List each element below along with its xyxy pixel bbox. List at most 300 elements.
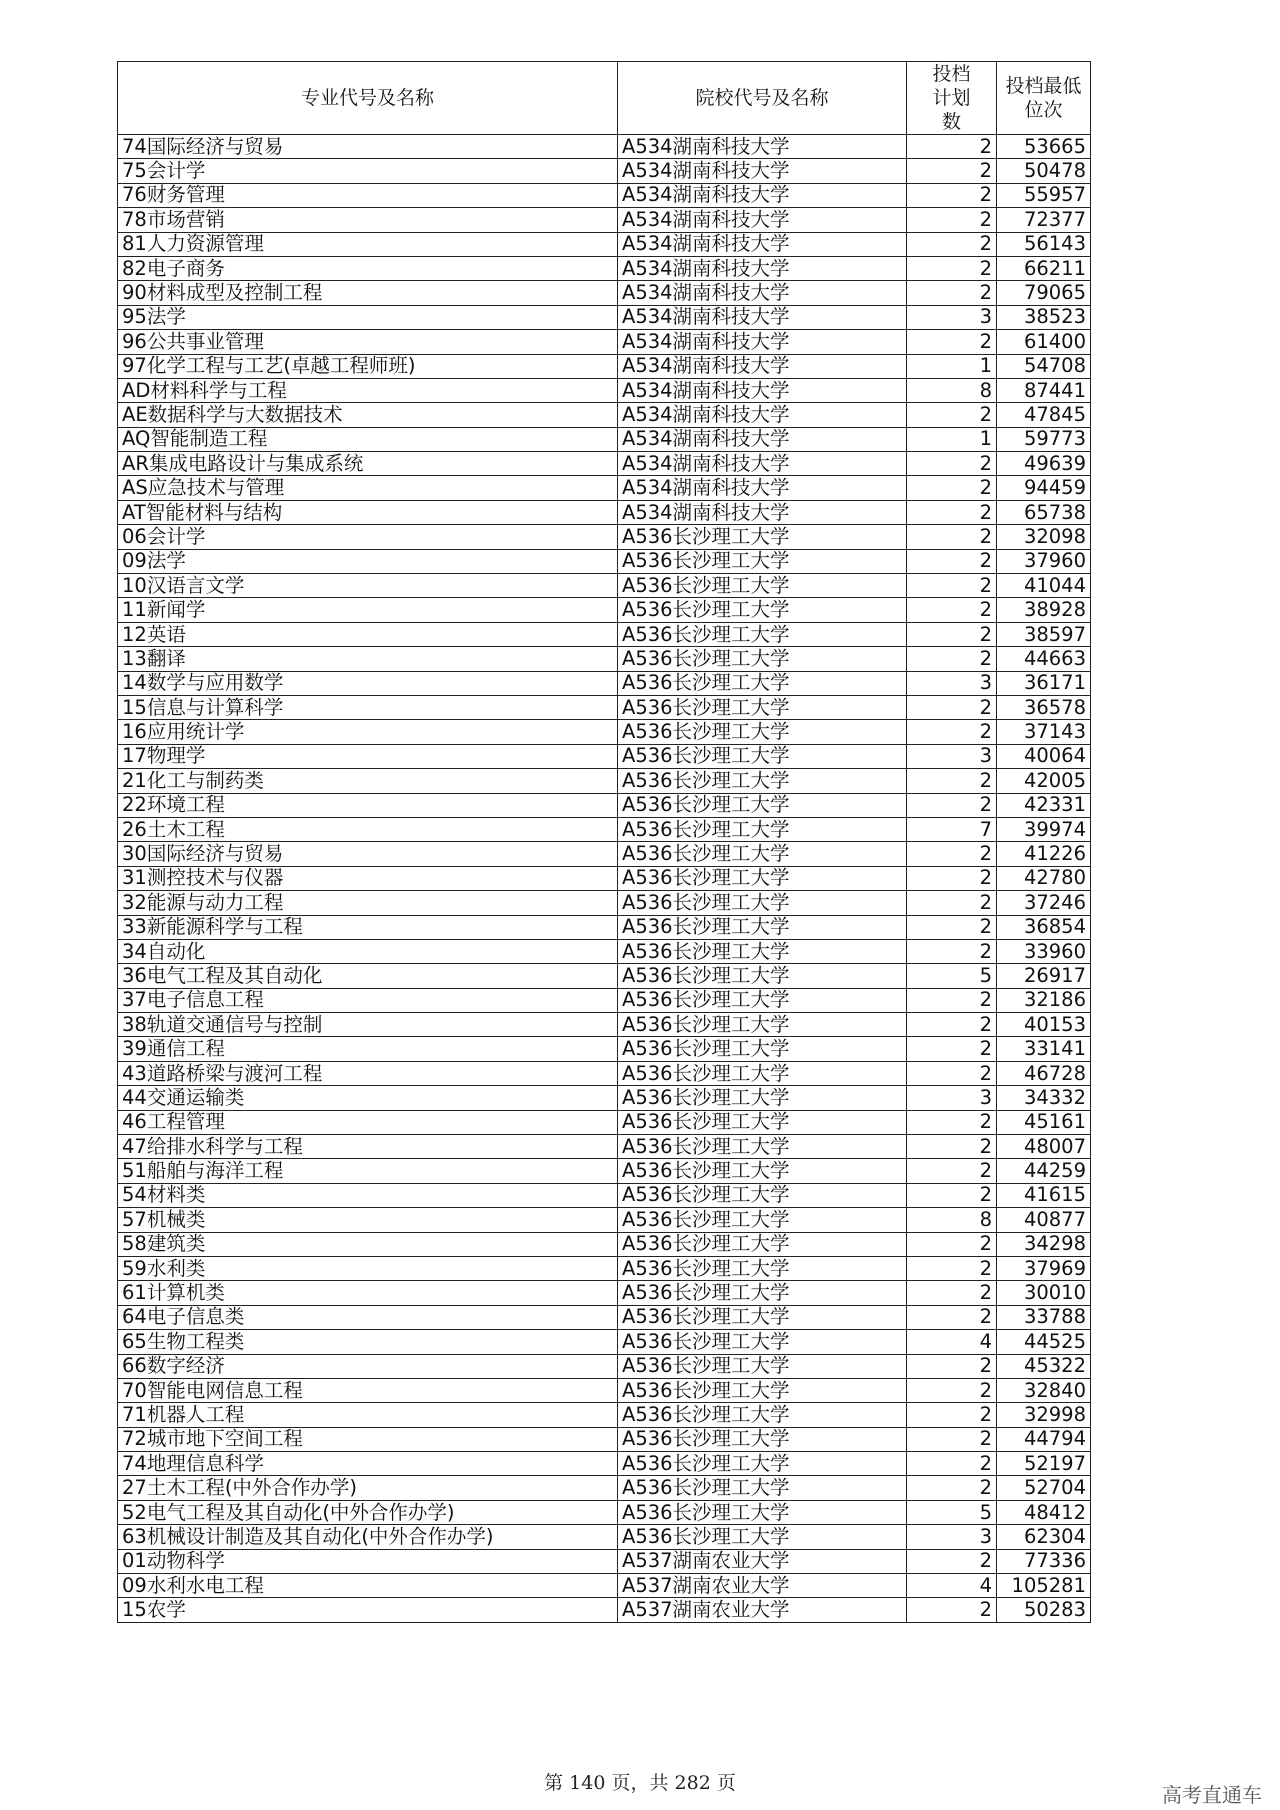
plan-count-cell: 2: [907, 891, 997, 915]
major-cell: 46工程管理: [118, 1110, 618, 1134]
min-rank-cell: 42005: [997, 769, 1091, 793]
school-cell: A536长沙理工大学: [618, 1061, 907, 1085]
school-cell: A536长沙理工大学: [618, 1256, 907, 1280]
school-cell: A536长沙理工大学: [618, 598, 907, 622]
min-rank-cell: 44259: [997, 1159, 1091, 1183]
plan-count-cell: 8: [907, 378, 997, 402]
major-cell: 52电气工程及其自动化(中外合作办学): [118, 1500, 618, 1524]
school-cell: A534湖南科技大学: [618, 256, 907, 280]
plan-count-cell: 2: [907, 1110, 997, 1134]
min-rank-cell: 38597: [997, 622, 1091, 646]
table-row: [118, 525, 1091, 549]
min-rank-cell: 44525: [997, 1330, 1091, 1354]
table-row: [118, 1403, 1091, 1427]
plan-count-cell: 2: [907, 915, 997, 939]
plan-count-cell: 2: [907, 1452, 997, 1476]
plan-count-cell: 2: [907, 500, 997, 524]
plan-count-cell: 3: [907, 671, 997, 695]
plan-count-cell: 2: [907, 232, 997, 256]
plan-count-cell: 2: [907, 525, 997, 549]
school-cell: A534湖南科技大学: [618, 476, 907, 500]
major-cell: 26土木工程: [118, 817, 618, 841]
school-cell: A536长沙理工大学: [618, 964, 907, 988]
table-row: [118, 1281, 1091, 1305]
table-row: [118, 549, 1091, 573]
plan-count-cell: 4: [907, 1330, 997, 1354]
min-rank-cell: 40877: [997, 1208, 1091, 1232]
plan-count-cell: 2: [907, 1159, 997, 1183]
plan-count-cell: 2: [907, 1427, 997, 1451]
min-rank-cell: 41615: [997, 1183, 1091, 1207]
plan-count-cell: 2: [907, 1183, 997, 1207]
major-cell: AR集成电路设计与集成系统: [118, 452, 618, 476]
min-rank-cell: 36578: [997, 695, 1091, 719]
plan-count-cell: 2: [907, 1549, 997, 1573]
school-cell: A534湖南科技大学: [618, 354, 907, 378]
plan-count-cell: 2: [907, 281, 997, 305]
table-row: [118, 1574, 1091, 1598]
plan-count-cell: 2: [907, 1232, 997, 1256]
table-row: [118, 1598, 1091, 1622]
major-cell: 17物理学: [118, 744, 618, 768]
plan-count-cell: 2: [907, 647, 997, 671]
major-cell: 33新能源科学与工程: [118, 915, 618, 939]
school-cell: A534湖南科技大学: [618, 452, 907, 476]
plan-count-cell: 2: [907, 1037, 997, 1061]
school-cell: A536长沙理工大学: [618, 817, 907, 841]
major-cell: 74国际经济与贸易: [118, 135, 618, 159]
school-cell: A536长沙理工大学: [618, 1281, 907, 1305]
plan-count-cell: 2: [907, 1281, 997, 1305]
school-cell: A536长沙理工大学: [618, 842, 907, 866]
plan-count-cell: 2: [907, 1013, 997, 1037]
table-row: [118, 403, 1091, 427]
school-cell: A534湖南科技大学: [618, 427, 907, 451]
table-row: [118, 720, 1091, 744]
plan-count-cell: 3: [907, 305, 997, 329]
table-row: [118, 427, 1091, 451]
plan-count-cell: 2: [907, 330, 997, 354]
table-row: [118, 1305, 1091, 1329]
plan-count-cell: 2: [907, 1135, 997, 1159]
school-cell: A536长沙理工大学: [618, 793, 907, 817]
major-cell: 09法学: [118, 549, 618, 573]
school-cell: A536长沙理工大学: [618, 1525, 907, 1549]
school-cell: A536长沙理工大学: [618, 525, 907, 549]
table-row: [118, 695, 1091, 719]
table-row: [118, 988, 1091, 1012]
table-row: [118, 891, 1091, 915]
min-rank-cell: 40064: [997, 744, 1091, 768]
school-cell: A536长沙理工大学: [618, 915, 907, 939]
table-row: [118, 500, 1091, 524]
header-min-rank: [997, 62, 1091, 135]
school-cell: A536长沙理工大学: [618, 671, 907, 695]
major-cell: 30国际经济与贸易: [118, 842, 618, 866]
min-rank-cell: 34298: [997, 1232, 1091, 1256]
table-row: [118, 354, 1091, 378]
min-rank-cell: 37246: [997, 891, 1091, 915]
min-rank-cell: 36171: [997, 671, 1091, 695]
plan-count-cell: 2: [907, 1354, 997, 1378]
table-row: [118, 232, 1091, 256]
school-cell: A536长沙理工大学: [618, 549, 907, 573]
school-cell: A536长沙理工大学: [618, 769, 907, 793]
table-row: [118, 256, 1091, 280]
table-row: [118, 1378, 1091, 1402]
min-rank-cell: 72377: [997, 208, 1091, 232]
plan-count-cell: 2: [907, 183, 997, 207]
major-cell: 97化学工程与工艺(卓越工程师班): [118, 354, 618, 378]
school-cell: A534湖南科技大学: [618, 159, 907, 183]
plan-count-cell: 2: [907, 452, 997, 476]
major-cell: 63机械设计制造及其自动化(中外合作办学): [118, 1525, 618, 1549]
min-rank-cell: 46728: [997, 1061, 1091, 1085]
plan-count-cell: 2: [907, 1476, 997, 1500]
major-cell: 64电子信息类: [118, 1305, 618, 1329]
school-cell: A536长沙理工大学: [618, 1013, 907, 1037]
major-cell: 34自动化: [118, 939, 618, 963]
major-cell: 15农学: [118, 1598, 618, 1622]
min-rank-cell: 38523: [997, 305, 1091, 329]
major-cell: 75会计学: [118, 159, 618, 183]
major-cell: 51船舶与海洋工程: [118, 1159, 618, 1183]
school-cell: A537湖南农业大学: [618, 1549, 907, 1573]
min-rank-cell: 32998: [997, 1403, 1091, 1427]
school-cell: A536长沙理工大学: [618, 1427, 907, 1451]
table-row: [118, 1159, 1091, 1183]
watermark-text: 高考直通车: [1162, 1783, 1262, 1807]
major-cell: 78市场营销: [118, 208, 618, 232]
plan-count-cell: 2: [907, 1061, 997, 1085]
table-row: [118, 1208, 1091, 1232]
major-cell: 15信息与计算科学: [118, 695, 618, 719]
table-row: [118, 744, 1091, 768]
major-cell: 61计算机类: [118, 1281, 618, 1305]
table-row: [118, 1135, 1091, 1159]
min-rank-cell: 53665: [997, 135, 1091, 159]
school-cell: A536长沙理工大学: [618, 866, 907, 890]
table-row: [118, 378, 1091, 402]
major-cell: AT智能材料与结构: [118, 500, 618, 524]
plan-count-cell: 2: [907, 256, 997, 280]
plan-count-cell: 2: [907, 939, 997, 963]
plan-count-cell: 2: [907, 793, 997, 817]
table-row: [118, 305, 1091, 329]
min-rank-cell: 52197: [997, 1452, 1091, 1476]
min-rank-cell: 32840: [997, 1378, 1091, 1402]
major-cell: 38轨道交通信号与控制: [118, 1013, 618, 1037]
min-rank-cell: 94459: [997, 476, 1091, 500]
plan-count-cell: 2: [907, 769, 997, 793]
table-row: [118, 476, 1091, 500]
min-rank-cell: 59773: [997, 427, 1091, 451]
major-cell: 74地理信息科学: [118, 1452, 618, 1476]
plan-count-cell: 4: [907, 1574, 997, 1598]
school-cell: A534湖南科技大学: [618, 208, 907, 232]
table-row: [118, 939, 1091, 963]
school-cell: A536长沙理工大学: [618, 1135, 907, 1159]
table-row: [118, 817, 1091, 841]
table-row: [118, 1183, 1091, 1207]
table-row: [118, 135, 1091, 159]
min-rank-cell: 39974: [997, 817, 1091, 841]
min-rank-cell: 41044: [997, 574, 1091, 598]
min-rank-cell: 66211: [997, 256, 1091, 280]
major-cell: AE数据科学与大数据技术: [118, 403, 618, 427]
min-rank-cell: 48412: [997, 1500, 1091, 1524]
table-header-row: [118, 62, 1091, 135]
min-rank-cell: 36854: [997, 915, 1091, 939]
school-cell: A536长沙理工大学: [618, 1110, 907, 1134]
min-rank-cell: 38928: [997, 598, 1091, 622]
admission-table: [117, 61, 1091, 1623]
major-cell: 11新闻学: [118, 598, 618, 622]
table-row: [118, 1232, 1091, 1256]
min-rank-cell: 37969: [997, 1256, 1091, 1280]
table-row: [118, 183, 1091, 207]
school-cell: A534湖南科技大学: [618, 232, 907, 256]
major-cell: 12英语: [118, 622, 618, 646]
header-min-rank-text: 投档最低位次: [1005, 75, 1082, 121]
school-cell: A536长沙理工大学: [618, 1037, 907, 1061]
table-row: [118, 330, 1091, 354]
min-rank-cell: 61400: [997, 330, 1091, 354]
table-row: [118, 1525, 1091, 1549]
min-rank-cell: 77336: [997, 1549, 1091, 1573]
major-cell: AQ智能制造工程: [118, 427, 618, 451]
plan-count-cell: 5: [907, 964, 997, 988]
major-cell: 70智能电网信息工程: [118, 1378, 618, 1402]
plan-count-cell: 7: [907, 817, 997, 841]
min-rank-cell: 48007: [997, 1135, 1091, 1159]
plan-count-cell: 2: [907, 720, 997, 744]
min-rank-cell: 47845: [997, 403, 1091, 427]
plan-count-cell: 2: [907, 1403, 997, 1427]
min-rank-cell: 62304: [997, 1525, 1091, 1549]
school-cell: A537湖南农业大学: [618, 1574, 907, 1598]
min-rank-cell: 37143: [997, 720, 1091, 744]
major-cell: 31测控技术与仪器: [118, 866, 618, 890]
major-cell: 14数学与应用数学: [118, 671, 618, 695]
plan-count-cell: 2: [907, 598, 997, 622]
header-plan-count-text: 投档计划数: [932, 63, 971, 133]
major-cell: 66数字经济: [118, 1354, 618, 1378]
school-cell: A536长沙理工大学: [618, 1378, 907, 1402]
plan-count-cell: 2: [907, 574, 997, 598]
major-cell: 81人力资源管理: [118, 232, 618, 256]
plan-count-cell: 3: [907, 1525, 997, 1549]
plan-count-cell: 2: [907, 159, 997, 183]
school-cell: A536长沙理工大学: [618, 647, 907, 671]
major-cell: 37电子信息工程: [118, 988, 618, 1012]
major-cell: 44交通运输类: [118, 1086, 618, 1110]
school-cell: A534湖南科技大学: [618, 281, 907, 305]
plan-count-cell: 2: [907, 135, 997, 159]
table-row: [118, 1256, 1091, 1280]
table-row: [118, 1354, 1091, 1378]
min-rank-cell: 40153: [997, 1013, 1091, 1037]
major-cell: 76财务管理: [118, 183, 618, 207]
school-cell: A536长沙理工大学: [618, 939, 907, 963]
major-cell: 57机械类: [118, 1208, 618, 1232]
school-cell: A536长沙理工大学: [618, 1232, 907, 1256]
plan-count-cell: 2: [907, 866, 997, 890]
school-cell: A536长沙理工大学: [618, 1354, 907, 1378]
min-rank-cell: 33960: [997, 939, 1091, 963]
plan-count-cell: 2: [907, 842, 997, 866]
min-rank-cell: 33788: [997, 1305, 1091, 1329]
plan-count-cell: 1: [907, 354, 997, 378]
school-cell: A536长沙理工大学: [618, 1403, 907, 1427]
school-cell: A534湖南科技大学: [618, 378, 907, 402]
school-cell: A536长沙理工大学: [618, 1452, 907, 1476]
header-plan-count: [907, 62, 997, 135]
school-cell: A536长沙理工大学: [618, 1086, 907, 1110]
min-rank-cell: 44794: [997, 1427, 1091, 1451]
table-row: [118, 1110, 1091, 1134]
plan-count-cell: 2: [907, 1598, 997, 1622]
min-rank-cell: 45161: [997, 1110, 1091, 1134]
table-row: [118, 1013, 1091, 1037]
school-cell: A536长沙理工大学: [618, 1330, 907, 1354]
school-cell: A536长沙理工大学: [618, 891, 907, 915]
header-school: 院校代号及名称: [618, 62, 907, 135]
plan-count-cell: 2: [907, 988, 997, 1012]
plan-count-cell: 2: [907, 476, 997, 500]
school-cell: A534湖南科技大学: [618, 403, 907, 427]
min-rank-cell: 45322: [997, 1354, 1091, 1378]
table-row: [118, 1476, 1091, 1500]
table-row: [118, 574, 1091, 598]
min-rank-cell: 41226: [997, 842, 1091, 866]
table-row: [118, 842, 1091, 866]
major-cell: 43道路桥梁与渡河工程: [118, 1061, 618, 1085]
table-row: [118, 1427, 1091, 1451]
table-row: [118, 1500, 1091, 1524]
table-row: [118, 622, 1091, 646]
major-cell: 06会计学: [118, 525, 618, 549]
header-major: 专业代号及名称: [118, 62, 618, 135]
plan-count-cell: 2: [907, 1256, 997, 1280]
table-row: [118, 159, 1091, 183]
min-rank-cell: 49639: [997, 452, 1091, 476]
table-row: [118, 598, 1091, 622]
major-cell: 47给排水科学与工程: [118, 1135, 618, 1159]
major-cell: 13翻译: [118, 647, 618, 671]
min-rank-cell: 30010: [997, 1281, 1091, 1305]
school-cell: A536长沙理工大学: [618, 1476, 907, 1500]
major-cell: 21化工与制药类: [118, 769, 618, 793]
min-rank-cell: 54708: [997, 354, 1091, 378]
major-cell: 71机器人工程: [118, 1403, 618, 1427]
school-cell: A534湖南科技大学: [618, 500, 907, 524]
school-cell: A534湖南科技大学: [618, 305, 907, 329]
plan-count-cell: 3: [907, 744, 997, 768]
table-row: [118, 671, 1091, 695]
major-cell: 32能源与动力工程: [118, 891, 618, 915]
school-cell: A536长沙理工大学: [618, 1305, 907, 1329]
major-cell: 72城市地下空间工程: [118, 1427, 618, 1451]
school-cell: A536长沙理工大学: [618, 1208, 907, 1232]
school-cell: A534湖南科技大学: [618, 135, 907, 159]
school-cell: A536长沙理工大学: [618, 1159, 907, 1183]
min-rank-cell: 42331: [997, 793, 1091, 817]
plan-count-cell: 2: [907, 1378, 997, 1402]
plan-count-cell: 2: [907, 695, 997, 719]
page-footer: 第 140 页，共 282 页: [544, 1772, 736, 1794]
min-rank-cell: 56143: [997, 232, 1091, 256]
min-rank-cell: 37960: [997, 549, 1091, 573]
major-cell: 95法学: [118, 305, 618, 329]
major-cell: 90材料成型及控制工程: [118, 281, 618, 305]
school-cell: A536长沙理工大学: [618, 1500, 907, 1524]
table-row: [118, 769, 1091, 793]
table-row: [118, 964, 1091, 988]
major-cell: 39通信工程: [118, 1037, 618, 1061]
min-rank-cell: 42780: [997, 866, 1091, 890]
school-cell: A534湖南科技大学: [618, 183, 907, 207]
major-cell: 09水利水电工程: [118, 1574, 618, 1598]
plan-count-cell: 3: [907, 1086, 997, 1110]
major-cell: 22环境工程: [118, 793, 618, 817]
major-cell: 82电子商务: [118, 256, 618, 280]
major-cell: 96公共事业管理: [118, 330, 618, 354]
school-cell: A536长沙理工大学: [618, 574, 907, 598]
major-cell: 65生物工程类: [118, 1330, 618, 1354]
school-cell: A537湖南农业大学: [618, 1598, 907, 1622]
plan-count-cell: 5: [907, 1500, 997, 1524]
school-cell: A536长沙理工大学: [618, 1183, 907, 1207]
table-row: [118, 1037, 1091, 1061]
table-row: [118, 208, 1091, 232]
major-cell: AS应急技术与管理: [118, 476, 618, 500]
table-row: [118, 1086, 1091, 1110]
min-rank-cell: 50478: [997, 159, 1091, 183]
major-cell: 16应用统计学: [118, 720, 618, 744]
plan-count-cell: 2: [907, 1305, 997, 1329]
min-rank-cell: 32186: [997, 988, 1091, 1012]
min-rank-cell: 55957: [997, 183, 1091, 207]
min-rank-cell: 44663: [997, 647, 1091, 671]
plan-count-cell: 2: [907, 549, 997, 573]
min-rank-cell: 52704: [997, 1476, 1091, 1500]
table-row: [118, 915, 1091, 939]
min-rank-cell: 65738: [997, 500, 1091, 524]
school-cell: A536长沙理工大学: [618, 744, 907, 768]
school-cell: A534湖南科技大学: [618, 330, 907, 354]
major-cell: 59水利类: [118, 1256, 618, 1280]
major-cell: 27土木工程(中外合作办学): [118, 1476, 618, 1500]
plan-count-cell: 8: [907, 1208, 997, 1232]
min-rank-cell: 50283: [997, 1598, 1091, 1622]
plan-count-cell: 2: [907, 208, 997, 232]
plan-count-cell: 2: [907, 403, 997, 427]
min-rank-cell: 34332: [997, 1086, 1091, 1110]
major-cell: AD材料科学与工程: [118, 378, 618, 402]
school-cell: A536长沙理工大学: [618, 720, 907, 744]
plan-count-cell: 2: [907, 622, 997, 646]
major-cell: 10汉语言文学: [118, 574, 618, 598]
table-row: [118, 866, 1091, 890]
table-row: [118, 1452, 1091, 1476]
table-row: [118, 1061, 1091, 1085]
table-row: [118, 281, 1091, 305]
school-cell: A536长沙理工大学: [618, 622, 907, 646]
table-row: [118, 1549, 1091, 1573]
plan-count-cell: 1: [907, 427, 997, 451]
table-row: [118, 647, 1091, 671]
